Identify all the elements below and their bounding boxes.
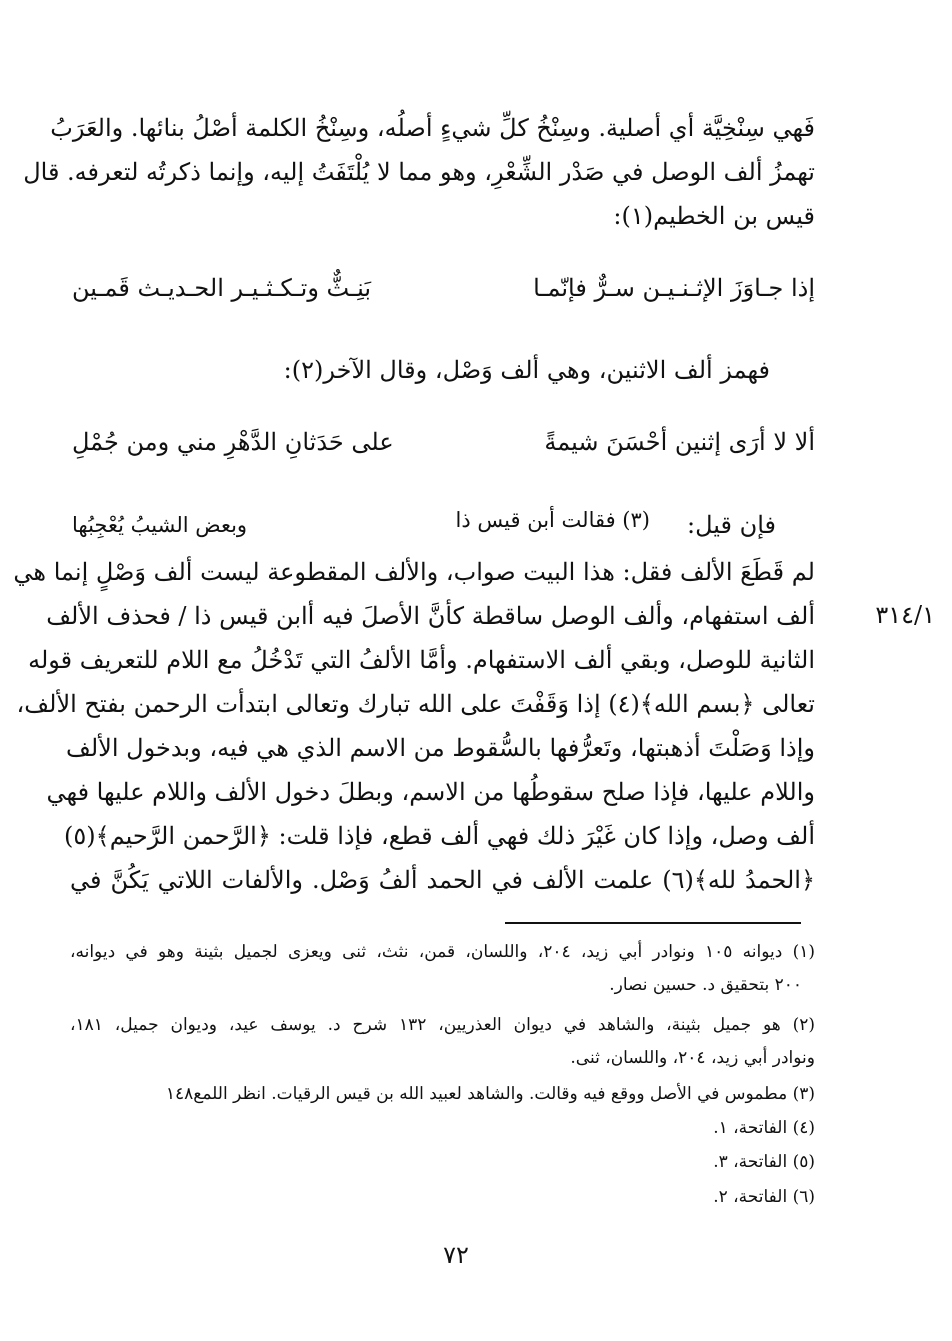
body-text-lead: فإن قيل: xyxy=(686,511,776,539)
body-line: تهمزُ ألف الوصل في صَدْر الشِّعْرِ، وهو مما لا يُلْتَفَتُ إليه، وإنما ذكرتُه لتعرفه. قال xyxy=(23,158,815,186)
page-number: ٧٢ xyxy=(443,1241,469,1269)
body-line: فَهي سِنْخِيَّة أي أصلية. وسِنْخُ كلِّ شيءٍ أصلُه، وسِنْخُ الكلمة أصْلُ بنائها. والعَرَبُ xyxy=(50,114,815,142)
footnote: (١) ديوانه ١٠٥ ونوادر أبي زيد، ٢٠٤، واللسان، قمن، نثث، ثنى ويعزى لجميل بثينة وهو في ديوانه، xyxy=(70,942,815,962)
margin-reference: ٣١٤/١ xyxy=(875,601,935,629)
quoted-verse-fragment: (٣) فقالت أبن قيس ذا xyxy=(455,508,650,532)
verse-hemistich-first: ألا لا أرَى إثنين أحْسَنَ شيمةً xyxy=(544,428,815,456)
footnote: ٢٠٠ بتحقيق د. حسين نصار. xyxy=(609,975,802,995)
body-line: تعالى ﴿بسم الله﴾(٤) إذا وَقَفْتَ على الله تبارك وتعالى ابتدأت الرحمن بفتح الألف، xyxy=(16,690,815,718)
footnote: (٦) الفاتحة، ٢. xyxy=(713,1187,815,1207)
body-line: وإذا وَصَلْتَ أذهبتها، وتَعرُّفها بالسُّقوط من الاسم الذي هي فيه، وبدخول الألف xyxy=(66,734,815,762)
footnote: ونوادر أبي زيد، ٢٠٤، واللسان، ثنى. xyxy=(570,1048,815,1068)
body-line: ألف استفهام، وألف الوصل ساقطة كأنَّ الأصلَ فيه أابن قيس ذا / فحذف الألف xyxy=(46,602,815,630)
verse-hemistich-second: على حَدَثانِ الدَّهْرِ مني ومن جُمْلِ xyxy=(72,428,394,456)
footnote: (٣) مطموس في الأصل ووقع فيه وقالت. والشاهد لعبيد الله بن قيس الرقيات. انظر اللمع١٤٨ xyxy=(165,1084,815,1104)
body-line: ﴿الحمدُ لله﴾(٦) علمت الألف في الحمد ألفُ وَصْل. والألفات اللاتي يَكُنَّ في xyxy=(70,866,816,894)
footnote: (٤) الفاتحة، ١. xyxy=(713,1118,815,1138)
body-line: قيس بن الخطيم(١): xyxy=(613,202,815,230)
body-line: فهمز ألف الاثنين، وهي ألف وَصْل، وقال الآخر(٢): xyxy=(283,356,770,384)
footnote: (٢) هو جميل بثينة، والشاهد في ديوان العذريين، ١٣٢ شرح د. يوسف عيد، وديوان جميل، ١٨١، xyxy=(70,1015,815,1035)
verse-hemistich-second: بَنِـثٌّ وتـكـثـيـر الحـديـث قَمـين xyxy=(72,274,372,302)
body-line: ألف وصل، وإذا كان غَيْرَ ذلك فهي ألف قطع، فإذا قلت: ﴿الرَّحمن الرَّحيم﴾(٥) xyxy=(64,822,815,850)
verse-hemistich-first: إذا جـاوَزَ الإثـنـيـن سـرٌّ فإنّمـا xyxy=(533,274,815,302)
footnote: (٥) الفاتحة، ٣. xyxy=(713,1152,815,1172)
body-line: الثانية للوصل، وبقي ألف الاستفهام. وأمَّا الألفُ التي تَدْخُلُ مع اللام للتعريف قوله xyxy=(28,646,815,674)
quoted-verse-fragment: وبعض الشيبُ يُعْجِبُها xyxy=(72,513,248,537)
body-line: لم قَطَعَ الألف فقل: هذا البيت صواب، والألف المقطوعة ليست ألف وَصْلٍ إنما هي xyxy=(13,558,815,586)
footnote-divider xyxy=(505,922,801,924)
body-line: واللام عليها، فإذا صلح سقوطُها من الاسم، وبطلَ دخول الألف واللام عليها فهي xyxy=(46,778,815,806)
